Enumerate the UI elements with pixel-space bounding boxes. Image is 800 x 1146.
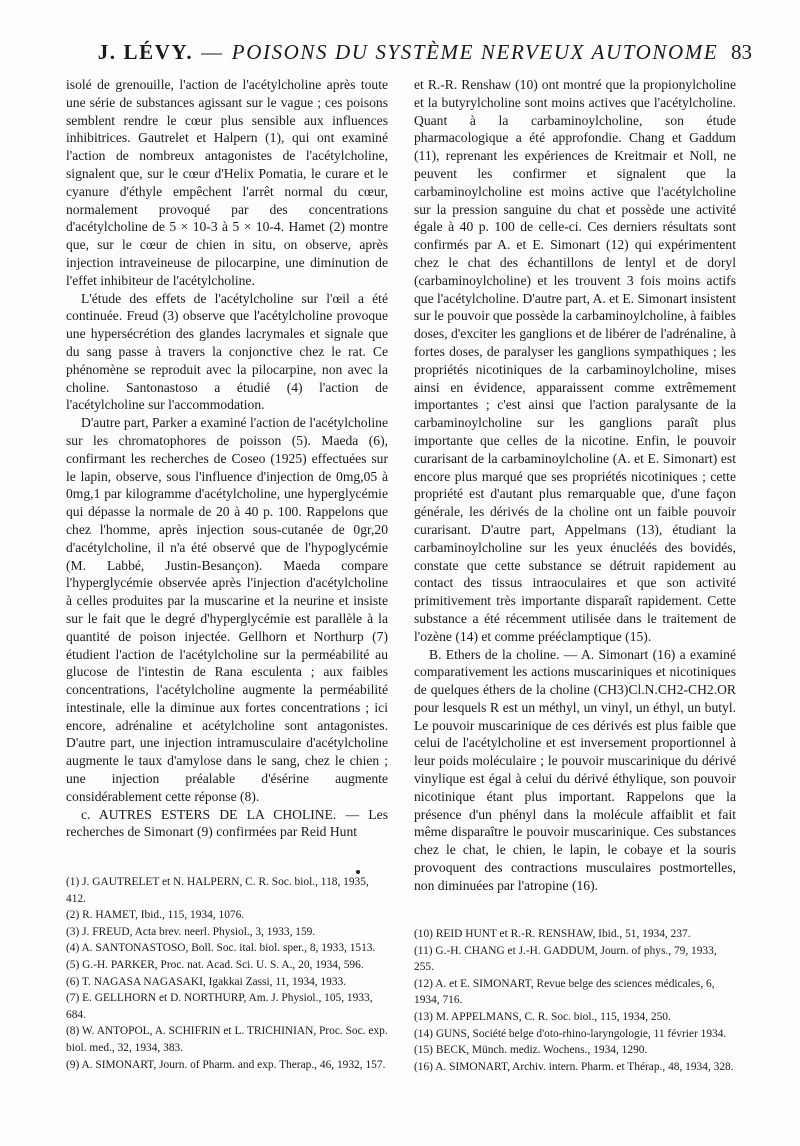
footnote: (7) E. GELLHORN et D. NORTHURP, Am. J. Physiol., 105, 1933, 684. <box>66 992 373 1021</box>
footnote: (13) M. APPELMANS, C. R. Soc. biol., 115, 1934, 250. <box>414 1010 671 1023</box>
paragraph: c. AUTRES ESTERS DE LA CHOLINE. — Les recherches de Simonart (9) confirmées par Reid Hunt <box>66 806 388 840</box>
header-author: J. LÉVY. <box>97 40 194 64</box>
paragraph: et R.-R. Renshaw (10) ont montré que la propionylcholine et la butyrylcholine sont moins actives que l'acétylcholine. Quant à la carbaminoylcholine, son étude pharmacologique a été approfondie. Chang et Gaddum (11), reprenant les expériences de Kreitmair et Noll, ne peuvent les confirmer et signalent que la carbaminoylcholine est moins active que l'acétylcholine sur la pression sanguine du chat et possède une activité égale à 40 p. 100 de celle-ci. Ces derniers résultats sont confirmés par A. et E. Simonart (12) qui expérimentent chez le chat des échantillons de lentyl et de doryl (carbaminoylcholine) et les trouvent 3 fois moins actifs que l'acétylcholine. D'autre part, A. et E. Simonart insistent sur le pouvoir que possède la carbaminoylcholine, à faibles doses, d'exciter les ganglions et de libérer de l'adrénaline, à fortes doses, de paralyser les ganglions sympathiques ; les propriétés nicotiniques de la carbaminoylcholine, mises ainsi en évidence, apparaissent comme extrêmement importantes ; c'est ainsi que l'action paralysante de la carbaminoylcholine sur les ganglions paraît plus importante que celles de la nicotine. Enfin, le pouvoir curarisant de la carbaminoylcholine (A. et E. Simonart) est encore plus marqué que ses propriétés nicotiniques ; cette propriété est d'autant plus remarquable que, d'une façon générale, les dérivés de la choline ont un faible pouvoir curarisant. D'autre part, Appelmans (13), étudiant la carbaminoylcholine sur les yeux énucléés des bovidés, constate que cette substance se détruit rapidement au contact des tissus intraoculaires et que son activité primitivement très importante disparaît rapidement. Cette substance a été récemment utilisée dans le traitement de l'ozène (14) et comme prééclamptique (15). <box>414 77 737 644</box>
paragraph: B. Ethers de la choline. — A. Simonart (16) a examiné comparativement les actions muscariniques et nicotiniques de quelques éthers de la choline (CH3)Cl.N.CH2-CH2.OR pour lesquels R est un méthyl, un vinyl, un éthyl, un butyl. Le pouvoir muscarinique de ces dérivés est plus faible que celui de l'acétylcholine et est inversement proportionnel à leur poids moléculaire ; le pouvoir muscarinique du dérivé vinylique est égal à celui du dérivé éthylique, son pouvoir nicotinique étant plus important. Rappelons que la présence d'un phényl dans la molécule affaiblit et fait même disparaître le pouvoir muscarinique. Ces substances chez le chat, le chien, le lapin, le cobaye et la souris provoquent des contractions musculaires postmortelles, non diminuées par l'atropine (16). <box>414 646 736 893</box>
footnote: (16) A. SIMONART, Archiv. intern. Pharm. et Thérap., 48, 1934, 328. <box>414 1060 734 1073</box>
footnote: (10) REID HUNT et R.-R. RENSHAW, Ibid., 51, 1934, 237. <box>414 928 691 940</box>
right-text-column <box>414 76 736 895</box>
left-text-column <box>66 76 388 841</box>
footnote: (4) A. SANTONASTOSO, Boll. Soc. ital. biol. sper., 8, 1933, 1513. <box>66 942 376 955</box>
page-number: 83 <box>731 40 752 64</box>
footnote: (11) G.-H. CHANG et J.-H. GADDUM, Journ. of phys., 79, 1933, 255. <box>414 944 717 974</box>
footnote: (15) BECK, Münch. mediz. Wochens., 1934, 1290. <box>414 1044 648 1057</box>
paragraph: L'étude des effets de l'acétylcholine sur l'œil a été continuée. Freud (3) observe que l'acétylcholine provoque une hypersécrétion des glandes lacrymales et signale que du sang passe à travers la conjonctive chez le rat. Ce phénomène se reproduit avec la pilocarpine, non avec la choline. Santonastoso a étudié (4) l'action de l'acétylcholine sur l'accommodation. <box>66 290 388 413</box>
footnote: (5) G.-H. PARKER, Proc. nat. Acad. Sci. U. S. A., 20, 1934, 596. <box>66 958 364 971</box>
footnotes-right <box>414 926 736 1075</box>
footnote: (12) A. et E. SIMONART, Revue belge des sciences médicales, 6, 1934, 716. <box>414 977 715 1007</box>
header-separator: — <box>201 40 224 64</box>
footnote: (14) GUNS, Société belge d'oto-rhino-laryngologie, 11 février 1934. <box>414 1027 727 1040</box>
footnotes-left <box>66 874 388 1073</box>
footnote: (8) W. ANTOPOL, A. SCHIFRIN et L. TRICHINIAN, Proc. Soc. exp. biol. med., 32, 1934, 383. <box>66 1025 388 1054</box>
footnote: (3) J. FREUD, Acta brev. neerl. Physiol., 3, 1933, 159. <box>66 925 316 938</box>
footnote: (1) J. GAUTRELET et N. HALPERN, C. R. Soc. biol., 118, 1935, 412. <box>66 876 369 905</box>
footnote: (9) A. SIMONART, Journ. of Pharm. and exp. Therap., 46, 1932, 157. <box>66 1058 386 1071</box>
paragraph: isolé de grenouille, l'action de l'acétylcholine après toute une série de substances agissant sur le vague ; ces poisons semblent rendre le cœur plus sensible aux influences inhibitrices. Gautrelet et Halpern (1), qui ont examiné l'action de nombreux antagonistes de l'acétylcholine, signalent que, sur le cœur d'Helix Pomatia, le curare et le cyanure d'éthyle empêchent l'arrêt normal du cœur, normalement provoqué par des concentrations d'acétylcholine de 5 × 10-3 à 5 × 10-4. Hamet (2) montre que, sur le cœur de chien in situ, on observe, après injection intraveineuse de pilocarpine, une diminution de l'effet inhibiteur de l'acétylcholine. <box>66 77 388 288</box>
header-title: POISONS DU SYSTÈME NERVEUX AUTONOME <box>231 40 719 64</box>
running-header <box>64 40 752 74</box>
paragraph: D'autre part, Parker a examiné l'action de l'acétylcholine sur les chromatophores de poisson (5). Maeda (6), confirmant les recherches de Coseo (1925) effectuées sur le lapin, observe, sous l'influence d'injection de 0mg,05 à 0mg,1 par kilogramme d'acétylcholine, une hyperglycémie qui dépasse la normale de 20 à 40 p. 100. Rappelons que chez l'homme, après injection sous-cutanée de 0gr,20 d'acétylcholine, il n'a été observé que de l'hypoglycémie (M. Labbé, Justin-Besançon). Maeda compare l'hyperglycémie observée après l'injection d'acétylcholine à celles produites par la muscarine et la neurine et insiste sur le fait que le degré d'hyperglycémie est parallèle à la quantité de poison injectée. Gellhorn et Northurp (7) étudient l'action de l'acétylcholine sur la perméabilité au glucose de l'intestin de Rana esculenta ; aux faibles concentrations, l'acétylcholine augmente la perméabilité intestinale, elle la diminue aux fortes concentrations ; ici encore, adrénaline et acétylcholine sont antagonistes. D'autre part, une injection intramusculaire d'acétylcholine augmente le taux d'amylose dans le sang, chez le chien ; une injection préalable d'ésérine augmente considérablement cette réponse (8). <box>66 415 388 804</box>
footnote: (2) R. HAMET, Ibid., 115, 1934, 1076. <box>66 909 245 922</box>
footnote: (6) T. NAGASA NAGASAKI, Igakkai Zassi, 11, 1934, 1933. <box>66 975 347 988</box>
